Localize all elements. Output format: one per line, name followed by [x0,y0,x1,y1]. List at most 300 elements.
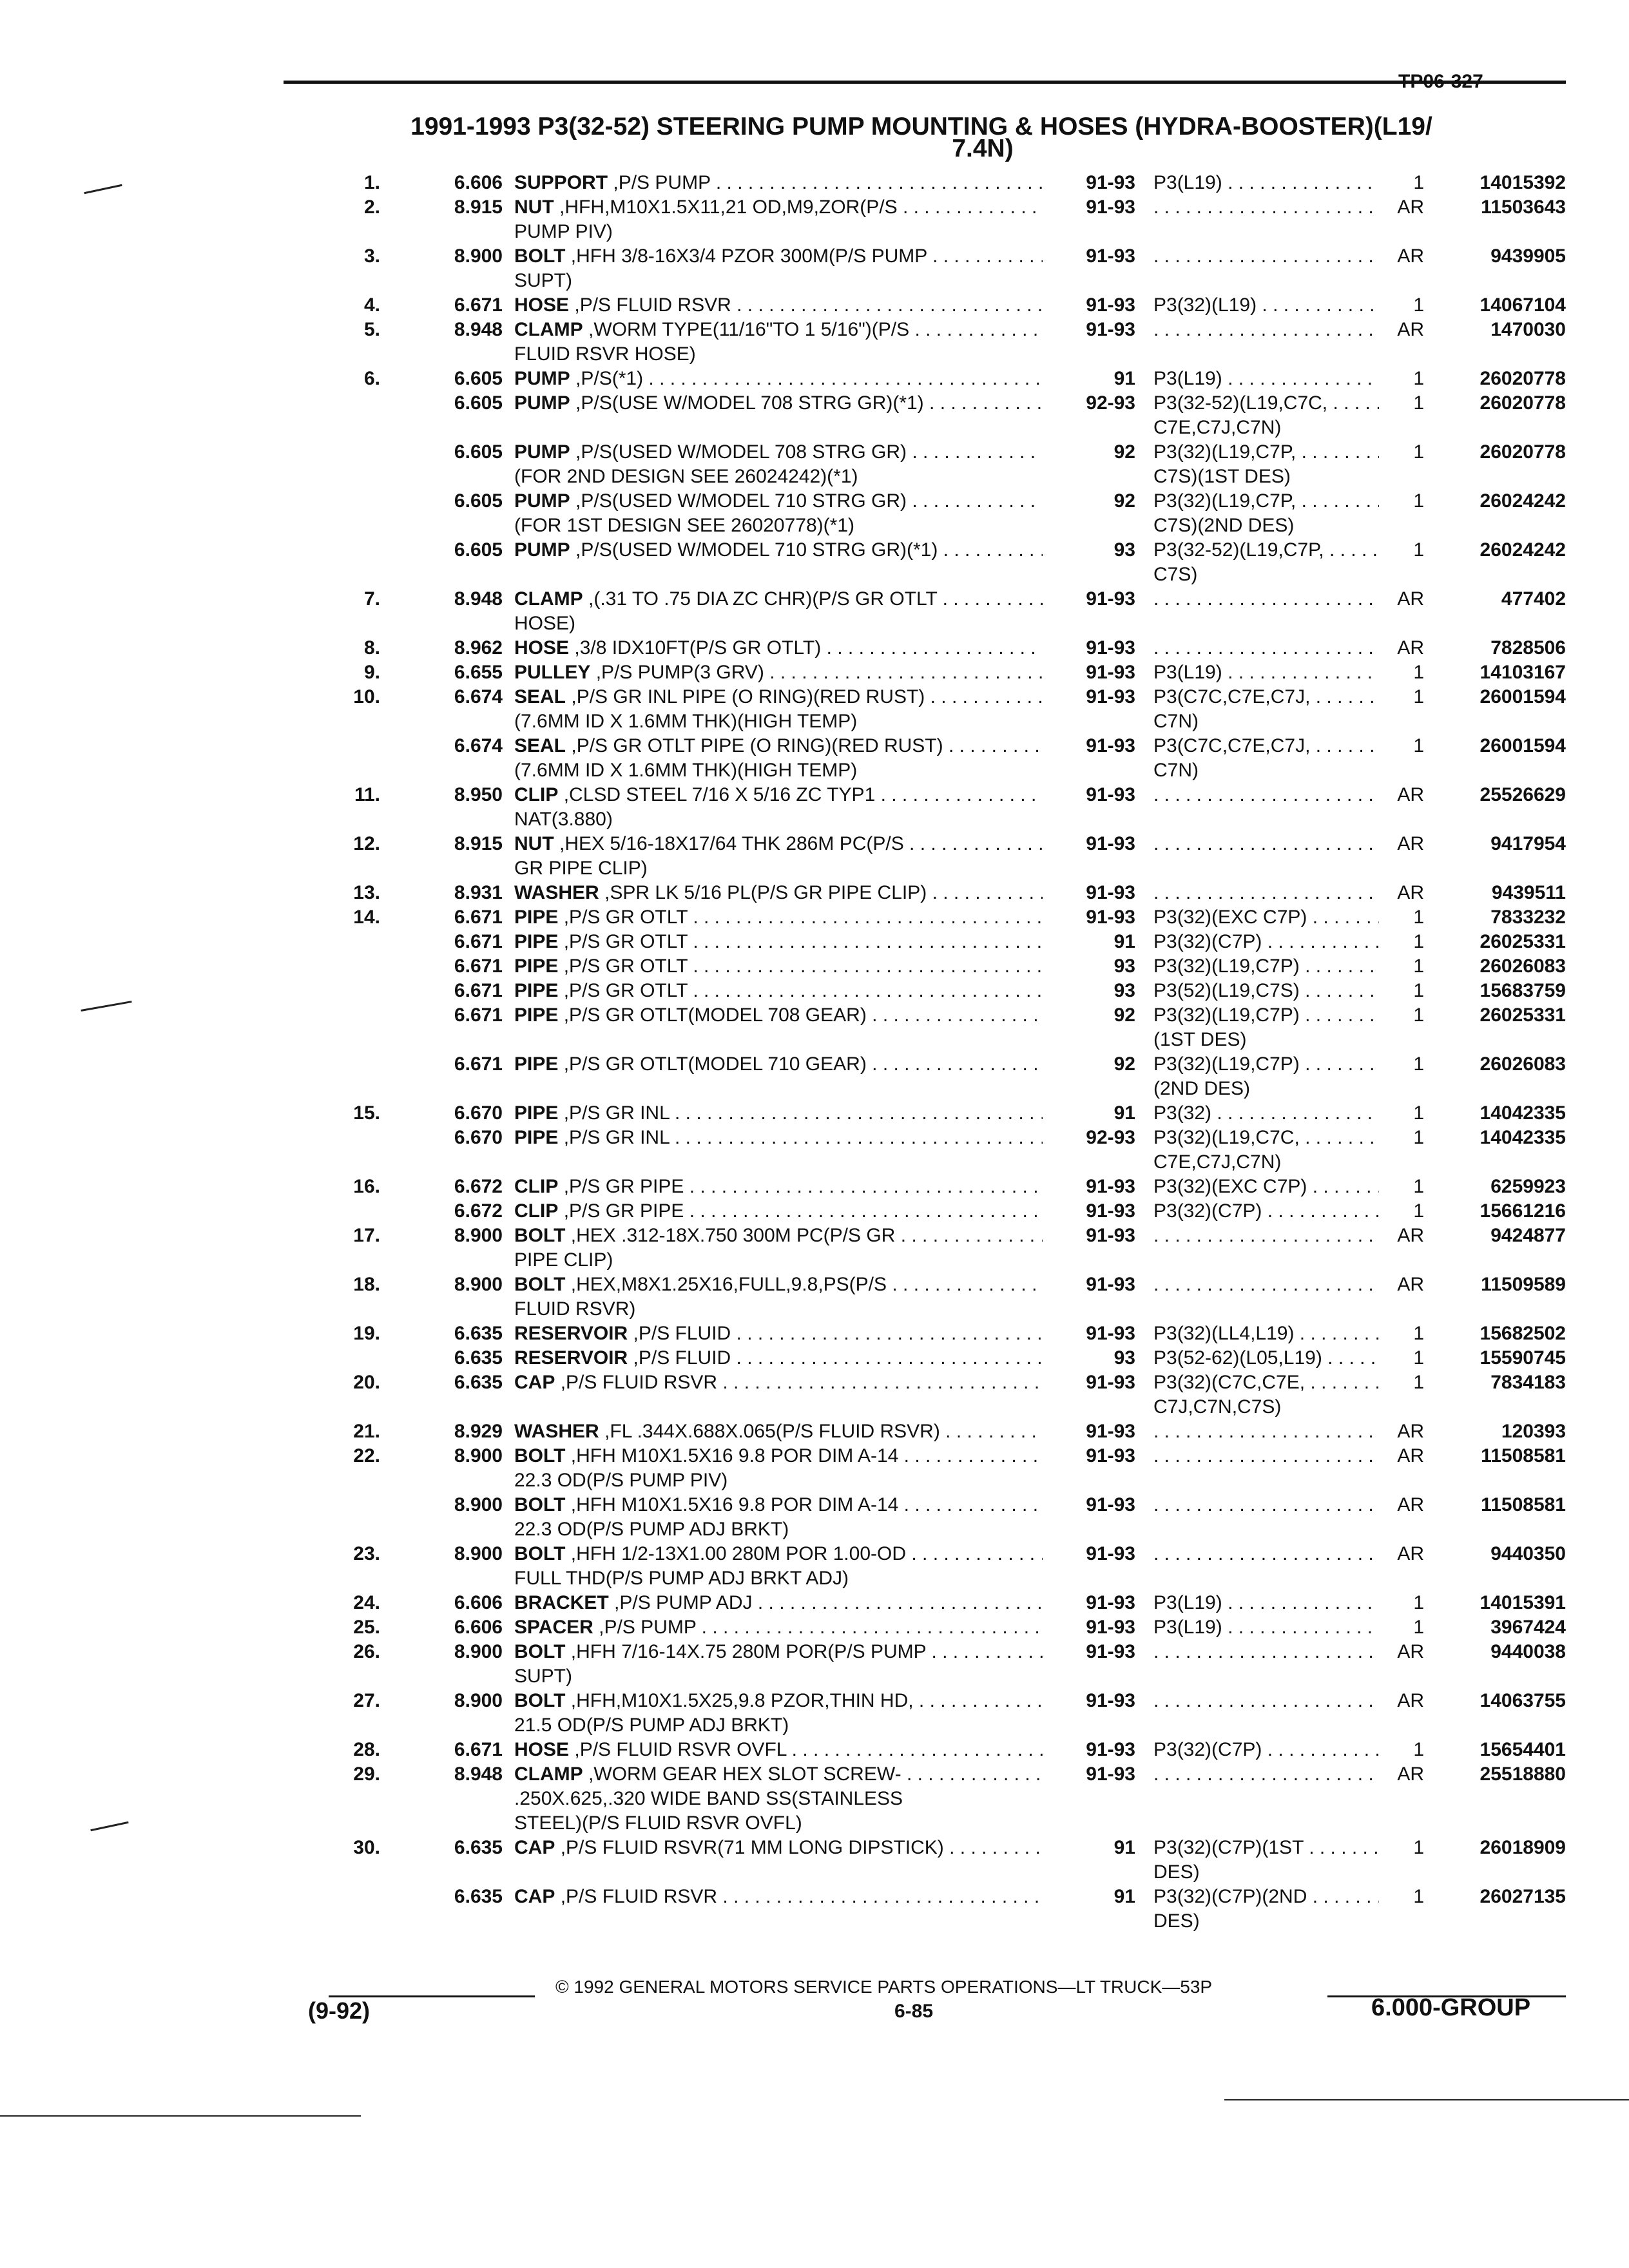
part-detail: ,HEX 5/16-18X17/64 THK 286M PC(P/S . . . [559,833,1043,854]
part-number: 26027135 [1480,1886,1566,1907]
page-title [271,113,1572,163]
part-detail: ,CLSD STEEL 7/16 X 5/16 ZC TYP1 . . . [564,784,1043,805]
table-row [0,538,1629,562]
model-application: P3(32)(L19,C7C, . . . [1153,1127,1379,1149]
part-number: 120393 [1501,1421,1566,1442]
table-row [0,465,1629,489]
group-number: 8.931 [454,882,503,903]
group-number: 6.670 [454,1127,503,1148]
quantity: 1 [1413,172,1424,193]
part-description [514,588,1043,610]
model-years: 91 [1113,931,1135,952]
model-application: C7J,C7N,C7S) [1153,1396,1282,1418]
quantity: AR [1397,1421,1424,1442]
part-number: 6259923 [1490,1176,1566,1197]
group-label: 6.000-GROUP [1371,1994,1531,2021]
part-name: HOSE [514,1739,570,1760]
quantity: AR [1397,1543,1424,1564]
model-application: P3(C7C,C7E,C7J, . . . [1153,686,1379,708]
table-row [0,244,1629,269]
model-years: 91-93 [1086,1323,1135,1344]
model-years: 91-93 [1086,1543,1135,1564]
model-years: 91-93 [1086,588,1135,610]
part-number: 11508581 [1481,1494,1566,1515]
part-description [514,1249,1043,1271]
group-number: 6.670 [454,1102,503,1124]
model-years: 91-93 [1086,1200,1135,1222]
part-description [514,784,1043,806]
part-description [514,956,1043,977]
table-row [0,440,1629,465]
model-application: C7S)(1ST DES) [1153,466,1291,487]
part-number: 14063755 [1480,1690,1566,1711]
model-application: P3(32)(L19,C7P, . . . [1153,490,1379,512]
group-number: 6.674 [454,735,503,756]
group-number: 8.900 [454,1274,503,1295]
part-name: CLIP [514,1176,559,1197]
group-number: 8.900 [454,1543,503,1564]
table-row [0,1762,1629,1787]
part-name: BOLT [514,1274,566,1295]
table-row [0,1836,1629,1860]
group-number: 6.672 [454,1200,503,1222]
scan-mark [1224,2099,1629,2100]
model-years: 91-93 [1086,1445,1135,1466]
group-number: 8.900 [454,1690,503,1711]
part-name: PIPE [514,956,559,977]
table-row [0,660,1629,685]
model-years: 91-93 [1086,735,1135,756]
model-application: DES) [1153,1910,1200,1932]
parts-list [0,171,1629,1934]
quantity: 1 [1413,1347,1424,1369]
part-description [514,539,1043,561]
part-detail: ,P/S GR OTLT . . . [564,931,1043,952]
part-number: 11508581 [1481,1445,1566,1466]
item-number: 3. [363,245,380,267]
table-row [0,1909,1629,1934]
part-description [514,1004,1043,1026]
table-row [0,1028,1629,1052]
table-row [0,1101,1629,1126]
model-years: 91-93 [1086,1372,1135,1393]
table-row [0,881,1629,905]
part-detail: ,P/S PUMP . . . [613,172,1043,193]
part-number: 26026083 [1480,956,1566,977]
quantity: AR [1397,833,1424,854]
table-row [0,1273,1629,1297]
model-years: 93 [1113,980,1135,1001]
part-description [514,1470,1043,1492]
item-number: 7. [363,588,380,610]
part-name: HOSE [514,637,570,658]
part-name: BRACKET [514,1592,609,1613]
group-number: 6.671 [454,931,503,952]
part-number: 1470030 [1490,319,1566,340]
part-description [514,1788,1043,1810]
table-row [0,195,1629,220]
model-application [1153,1641,1379,1663]
part-number: 26025331 [1480,931,1566,952]
model-application [1153,637,1379,659]
part-detail: GR PIPE CLIP) [514,858,648,879]
model-application: P3(52-62)(L05,L19) . . . [1153,1347,1379,1369]
quantity: AR [1397,319,1424,340]
quantity: 1 [1413,294,1424,316]
part-description [514,882,1043,904]
part-description [514,1837,1043,1859]
part-detail: ,HFH M10X1.5X16 9.8 POR DIM A-14 . . . [571,1445,1043,1466]
model-application: P3(32) . . . [1153,1102,1379,1124]
quantity: 1 [1413,368,1424,389]
model-application [1153,1421,1379,1443]
part-detail: ,P/S FLUID RSVR . . . [574,294,1043,316]
part-name: SEAL [514,735,566,756]
model-years: 91-93 [1086,1690,1135,1711]
part-number: 26020778 [1480,441,1566,463]
quantity: AR [1397,1641,1424,1662]
part-number: 14103167 [1480,662,1566,683]
part-number: 14015391 [1480,1592,1566,1613]
table-row [0,367,1629,391]
part-number: 11509589 [1481,1274,1566,1295]
model-years: 91-93 [1086,294,1135,316]
model-application: C7N) [1153,760,1199,781]
part-name: PIPE [514,1102,559,1124]
table-row [0,1468,1629,1493]
table-row [0,489,1629,514]
part-description [514,735,1043,757]
item-number: 18. [353,1274,380,1295]
quantity: 1 [1413,1837,1424,1858]
item-number: 6. [363,368,380,389]
model-application: P3(32)(EXC C7P) . . . [1153,907,1379,928]
table-row [0,171,1629,195]
model-years: 91-93 [1086,686,1135,707]
model-application: P3(L19) . . . [1153,368,1379,390]
group-number: 6.671 [454,1739,503,1760]
part-detail: ,SPR LK 5/16 PL(P/S GR PIPE CLIP) . . . [604,882,1043,903]
group-number: 8.948 [454,588,503,610]
table-row [0,611,1629,636]
part-description [514,1323,1043,1345]
part-detail: FULL THD(P/S PUMP ADJ BRKT ADJ) [514,1568,849,1589]
quantity: 1 [1413,956,1424,977]
item-number: 5. [363,319,380,340]
part-detail: (FOR 2ND DESIGN SEE 26024242)(*1) [514,466,858,487]
part-name: SPACER [514,1617,593,1638]
model-application: P3(L19) . . . [1153,1592,1379,1614]
table-row [0,269,1629,293]
part-detail: ,FL .344X.688X.065(P/S FLUID RSVR) . . . [604,1421,1043,1442]
model-years: 92-93 [1086,1127,1135,1148]
group-number: 6.635 [454,1372,503,1393]
item-number: 27. [353,1690,380,1711]
item-number: 1. [363,172,380,193]
part-description [514,441,1043,463]
part-number: 15683759 [1480,980,1566,1001]
part-detail: FLUID RSVR HOSE) [514,343,696,365]
part-detail: .250X.625,.320 WIDE BAND SS(STAINLESS [514,1788,903,1809]
group-number: 6.605 [454,539,503,561]
part-detail: ,P/S GR OTLT . . . [564,907,1043,928]
part-detail: ,HEX,M8X1.25X16,FULL,9.8,PS(P/S . . . [571,1274,1043,1295]
model-application: C7S)(2ND DES) [1153,515,1295,536]
model-years: 91 [1113,368,1135,389]
table-row [0,954,1629,979]
model-years: 91-93 [1086,833,1135,854]
group-number: 8.950 [454,784,503,805]
part-detail: ,P/S FLUID RSVR . . . [561,1886,1043,1907]
model-application: P3(32)(LL4,L19) . . . [1153,1323,1379,1345]
table-row [0,832,1629,856]
quantity: 1 [1413,931,1424,952]
part-description [514,1421,1043,1443]
model-years: 92 [1113,441,1135,463]
part-number: 15661216 [1480,1200,1566,1222]
group-number: 8.915 [454,197,503,218]
part-detail: SUPT) [514,270,572,291]
table-row [0,1689,1629,1713]
model-years: 92-93 [1086,392,1135,414]
part-description [514,172,1043,194]
part-name: CAP [514,1372,555,1393]
part-detail: ,P/S GR OTLT . . . [564,956,1043,977]
part-description [514,1641,1043,1663]
part-detail: ,P/S FLUID RSVR OVFL . . . [574,1739,1043,1760]
table-row [0,1566,1629,1591]
part-detail: STEEL)(P/S FLUID RSVR OVFL) [514,1812,802,1834]
model-application: C7E,C7J,C7N) [1153,1151,1282,1173]
model-application: P3(32)(C7P) . . . [1153,1739,1379,1761]
model-application: P3(32)(L19) . . . [1153,294,1379,316]
group-number: 8.900 [454,1225,503,1246]
quantity: AR [1397,784,1424,805]
part-detail: ,HFH,M10X1.5X11,21 OD,M9,ZOR(P/S . . . [559,197,1043,218]
model-years: 91-93 [1086,1176,1135,1197]
item-number: 14. [353,907,380,928]
part-name: PIPE [514,1053,559,1075]
table-row [0,391,1629,416]
group-number: 8.900 [454,1641,503,1662]
part-name: BOLT [514,1445,566,1466]
quantity: 1 [1413,441,1424,463]
part-name: PUMP [514,392,570,414]
part-description [514,1494,1043,1516]
part-description [514,270,1043,292]
group-number: 6.606 [454,172,503,193]
group-number: 8.915 [454,833,503,854]
table-row [0,1640,1629,1664]
part-number: 7834183 [1490,1372,1566,1393]
table-row [0,1591,1629,1615]
copyright-notice: © 1992 GENERAL MOTORS SERVICE PARTS OPERATIONS—LT TRUCK—53P [555,1977,1213,1997]
quantity: AR [1397,1225,1424,1246]
part-description [514,1763,1043,1785]
quantity: 1 [1413,1053,1424,1075]
part-description [514,1127,1043,1149]
group-number: 6.671 [454,956,503,977]
quantity: 1 [1413,1176,1424,1197]
page-title-line-2: 7.4N) [952,135,1014,162]
part-number: 26025331 [1480,1004,1566,1026]
part-description [514,686,1043,708]
part-name: CAP [514,1837,555,1858]
quantity: AR [1397,588,1424,610]
model-years: 91-93 [1086,1763,1135,1785]
model-application: DES) [1153,1861,1200,1883]
part-number: 9424877 [1490,1225,1566,1246]
part-number: 3967424 [1490,1617,1566,1638]
part-name: PULLEY [514,662,591,683]
table-row [0,416,1629,440]
part-name: BOLT [514,1225,566,1246]
part-description [514,392,1043,414]
group-number: 8.962 [454,637,503,658]
part-detail: ,P/S GR OTLT(MODEL 710 GEAR) . . . [564,1053,1043,1075]
table-row [0,636,1629,660]
model-years: 91-93 [1086,1739,1135,1760]
part-name: CLAMP [514,588,583,610]
part-detail: ,WORM TYPE(11/16"TO 1 5/16")(P/S . . . [588,319,1043,340]
quantity: AR [1397,1445,1424,1466]
quantity: 1 [1413,1592,1424,1613]
part-detail: (7.6MM ID X 1.6MM THK)(HIGH TEMP) [514,760,858,781]
model-application: (2ND DES) [1153,1078,1251,1099]
part-detail: ,P/S(USE W/MODEL 708 STRG GR)(*1) . . . [575,392,1043,414]
quantity: 1 [1413,392,1424,414]
part-number: 9440350 [1490,1543,1566,1564]
table-row [0,1787,1629,1811]
group-number: 6.605 [454,441,503,463]
table-row [0,1542,1629,1566]
part-description [514,294,1043,316]
quantity: AR [1397,1763,1424,1785]
header-rule [284,81,1566,84]
quantity: 1 [1413,980,1424,1001]
part-description [514,1519,1043,1541]
part-description [514,1812,1043,1834]
item-number: 17. [353,1225,380,1246]
table-row [0,220,1629,244]
table-row [0,930,1629,954]
part-description [514,1543,1043,1565]
table-row [0,1713,1629,1738]
model-application [1153,1274,1379,1296]
quantity: 1 [1413,686,1424,707]
table-row [0,734,1629,758]
table-row [0,1885,1629,1909]
quantity: 1 [1413,1372,1424,1393]
item-number: 20. [353,1372,380,1393]
group-number: 6.674 [454,686,503,707]
part-number: 14015392 [1480,172,1566,193]
table-row [0,1003,1629,1028]
quantity: AR [1397,1274,1424,1295]
model-application [1153,1445,1379,1467]
part-description [514,490,1043,512]
table-row [0,1052,1629,1077]
item-number: 12. [353,833,380,854]
part-number: 11503643 [1481,197,1566,218]
part-detail: ,P/S GR INL PIPE (O RING)(RED RUST) . . . [571,686,1043,707]
part-detail: ,P/S PUMP . . . [599,1617,1043,1638]
part-detail: ,P/S GR PIPE . . . [564,1176,1043,1197]
part-description [514,1053,1043,1075]
part-name: NUT [514,197,554,218]
model-application: C7N) [1153,711,1199,732]
table-row [0,587,1629,611]
model-years: 91 [1113,1886,1135,1907]
model-application [1153,833,1379,855]
table-row [0,514,1629,538]
quantity: AR [1397,1690,1424,1711]
part-name: WASHER [514,882,599,903]
quantity: AR [1397,637,1424,658]
table-row [0,1077,1629,1101]
part-detail: ,P/S GR INL . . . [564,1102,1043,1124]
item-number: 9. [363,662,380,683]
table-row [0,1370,1629,1395]
part-number: 26020778 [1480,368,1566,389]
part-name: BOLT [514,1494,566,1515]
part-name: CAP [514,1886,555,1907]
part-description [514,197,1043,218]
item-number: 13. [353,882,380,903]
group-number: 6.635 [454,1347,503,1369]
part-detail: ,P/S GR OTLT . . . [564,980,1043,1001]
model-years: 91-93 [1086,197,1135,218]
table-row [0,1126,1629,1150]
item-number: 26. [353,1641,380,1662]
item-number: 24. [353,1592,380,1613]
quantity: 1 [1413,1739,1424,1760]
part-detail: ,P/S FLUID . . . [633,1323,1043,1344]
quantity: 1 [1413,1127,1424,1148]
group-number: 6.671 [454,294,503,316]
part-detail: ,P/S GR OTLT(MODEL 708 GEAR) . . . [564,1004,1043,1026]
part-name: PIPE [514,980,559,1001]
part-detail: ,P/S(USED W/MODEL 708 STRG GR) . . . [575,441,1043,463]
table-row [0,905,1629,930]
table-row [0,1444,1629,1468]
page-title-line-1: 1991-1993 P3(32-52) STEERING PUMP MOUNTING & HOSES (HYDRA-BOOSTER)(L19/ [410,113,1432,140]
group-number: 6.655 [454,662,503,683]
model-application [1153,882,1379,904]
group-number: 8.948 [454,1763,503,1785]
table-row [0,1493,1629,1517]
quantity: 1 [1413,1004,1424,1026]
item-number: 10. [353,686,380,707]
table-row [0,1811,1629,1836]
model-application [1153,1763,1379,1785]
quantity: 1 [1413,907,1424,928]
part-detail: FLUID RSVR) [514,1298,636,1320]
table-row [0,1297,1629,1321]
part-description [514,1372,1043,1394]
model-application: P3(L19) . . . [1153,1617,1379,1639]
part-name: BOLT [514,1543,566,1564]
part-number: 9440038 [1490,1641,1566,1662]
part-number: 14067104 [1480,294,1566,316]
quantity: 1 [1413,1323,1424,1344]
part-name: RESERVOIR [514,1323,628,1344]
item-number: 11. [354,784,380,805]
model-application [1153,245,1379,267]
part-name: CLAMP [514,319,583,340]
item-number: 4. [363,294,380,316]
group-number: 6.605 [454,368,503,389]
